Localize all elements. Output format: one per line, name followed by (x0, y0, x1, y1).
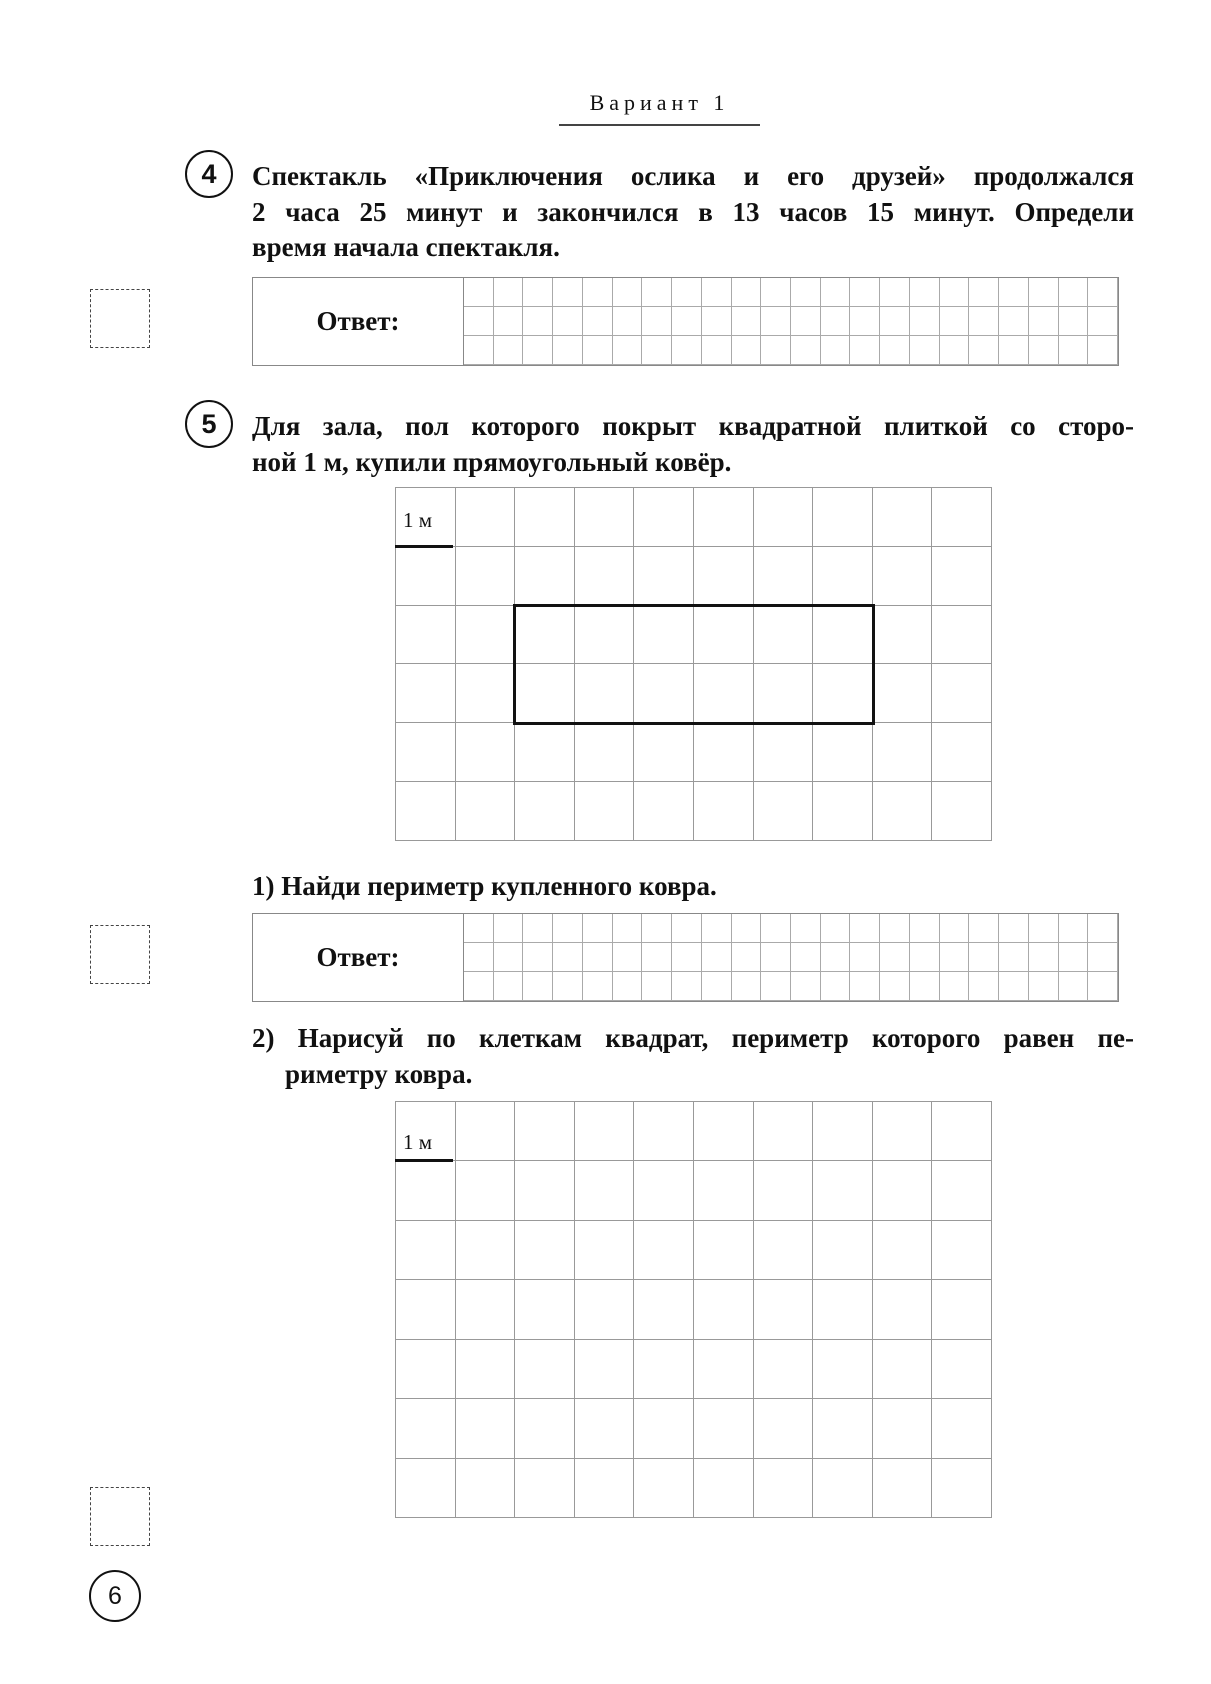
grid-cell (813, 488, 873, 547)
grid-cell (932, 782, 992, 841)
grid-cell[interactable] (396, 1340, 456, 1399)
answer-cell[interactable] (999, 943, 1029, 972)
grid-cell[interactable] (754, 1161, 814, 1220)
answer-cell[interactable] (583, 943, 613, 972)
answer-cell[interactable] (523, 943, 553, 972)
grid-cell[interactable] (873, 1459, 933, 1518)
grid-cell[interactable] (575, 1161, 635, 1220)
task-5-text-line: ной 1 м, купили прямоугольный ковёр. (252, 447, 732, 477)
grid-cell (873, 723, 933, 782)
grid-cell[interactable] (813, 1161, 873, 1220)
task-4-text-line: время начала спектакля. (252, 232, 560, 262)
grid-cell[interactable] (575, 1459, 635, 1518)
answer-cell[interactable] (523, 336, 553, 365)
answer-cell[interactable] (880, 336, 910, 365)
answer-cell[interactable] (791, 943, 821, 972)
grid-cell[interactable] (813, 1459, 873, 1518)
grid-cell (754, 782, 814, 841)
answer-cell[interactable] (702, 943, 732, 972)
answer-cell[interactable] (494, 336, 524, 365)
answer-cell[interactable] (494, 914, 524, 943)
answer-cell[interactable] (1059, 336, 1089, 365)
answer-cell[interactable] (732, 972, 762, 1001)
grid-cell[interactable] (396, 1399, 456, 1458)
grid-cell[interactable] (813, 1102, 873, 1161)
grid-cell[interactable] (932, 1399, 992, 1458)
answer-cell[interactable] (702, 336, 732, 365)
answer-cell[interactable] (880, 972, 910, 1001)
answer-cell[interactable] (940, 914, 970, 943)
grid-cell[interactable] (634, 1102, 694, 1161)
question-2-line: риметру ковра. (285, 1059, 473, 1089)
grid-cell[interactable] (515, 1161, 575, 1220)
grid-cell[interactable] (575, 1221, 635, 1280)
answer-cell[interactable] (999, 307, 1029, 336)
answer-cell[interactable] (880, 943, 910, 972)
grid-cell (694, 488, 754, 547)
answer-cell[interactable] (940, 336, 970, 365)
grid-cell[interactable] (754, 1399, 814, 1458)
grid-cell[interactable] (813, 1340, 873, 1399)
grid-cell[interactable] (515, 1459, 575, 1518)
answer-cell[interactable] (850, 336, 880, 365)
answer-cell[interactable] (791, 336, 821, 365)
grid-cell (813, 723, 873, 782)
answer-cell[interactable] (464, 943, 494, 972)
score-box-task-5-2 (90, 1487, 150, 1546)
answer-cell[interactable] (999, 914, 1029, 943)
answer-cell[interactable] (910, 972, 940, 1001)
page-number: 6 (89, 1570, 141, 1622)
answer-cell[interactable] (969, 278, 999, 307)
grid-cell (634, 488, 694, 547)
grid-cell (396, 782, 456, 841)
answer-cell[interactable] (969, 914, 999, 943)
answer-cell[interactable] (850, 972, 880, 1001)
grid-cell[interactable] (932, 1280, 992, 1339)
grid-cell[interactable] (575, 1102, 635, 1161)
task-4-text-line: Спектакль «Приключения ослика и его друзей» продолжался (252, 161, 1134, 191)
answer-cell[interactable] (732, 307, 762, 336)
answer-cell[interactable] (702, 972, 732, 1001)
answer-cell[interactable] (1088, 307, 1118, 336)
grid-cell (575, 488, 635, 547)
answer-cell[interactable] (1029, 943, 1059, 972)
unit-segment (395, 1159, 453, 1162)
header-underline (559, 124, 760, 126)
answer-cell[interactable] (761, 336, 791, 365)
grid-cell[interactable] (515, 1280, 575, 1339)
answer-cell[interactable] (702, 307, 732, 336)
answer-cell[interactable] (732, 914, 762, 943)
answer-cell[interactable] (969, 307, 999, 336)
answer-cell[interactable] (1088, 278, 1118, 307)
grid-cell[interactable] (694, 1340, 754, 1399)
answer-cell[interactable] (583, 278, 613, 307)
answer-cell[interactable] (1059, 943, 1089, 972)
grid-cell[interactable] (515, 1221, 575, 1280)
answer-cell[interactable] (553, 336, 583, 365)
grid-cell[interactable] (873, 1102, 933, 1161)
answer-cell[interactable] (969, 972, 999, 1001)
answer-cell[interactable] (1029, 972, 1059, 1001)
answer-cell[interactable] (672, 943, 702, 972)
answer-cell[interactable] (464, 278, 494, 307)
drawing-grid[interactable] (395, 1101, 992, 1518)
answer-cell[interactable] (999, 972, 1029, 1001)
carpet-rectangle (513, 604, 874, 725)
answer-cell[interactable] (613, 278, 643, 307)
answer-cell[interactable] (732, 336, 762, 365)
grid-cell[interactable] (634, 1221, 694, 1280)
answer-cell[interactable] (464, 914, 494, 943)
answer-cell[interactable] (553, 972, 583, 1001)
grid-cell (932, 488, 992, 547)
answer-cell[interactable] (969, 943, 999, 972)
grid-cell[interactable] (575, 1399, 635, 1458)
answer-label: Ответ: (253, 278, 464, 365)
answer-cell[interactable] (702, 278, 732, 307)
answer-cell[interactable] (642, 943, 672, 972)
grid-cell (873, 488, 933, 547)
answer-cell[interactable] (613, 943, 643, 972)
answer-cell[interactable] (850, 914, 880, 943)
grid-cell[interactable] (396, 1161, 456, 1220)
grid-cell[interactable] (754, 1221, 814, 1280)
answer-cell[interactable] (523, 307, 553, 336)
grid-cell[interactable] (575, 1340, 635, 1399)
grid-cell[interactable] (515, 1102, 575, 1161)
answer-cell[interactable] (1029, 336, 1059, 365)
grid-cell[interactable] (694, 1280, 754, 1339)
grid-cell[interactable] (634, 1280, 694, 1339)
grid-cell (873, 782, 933, 841)
answer-cell[interactable] (613, 307, 643, 336)
grid-cell[interactable] (634, 1340, 694, 1399)
grid-cell (873, 547, 933, 606)
grid-cell (694, 782, 754, 841)
answer-cell[interactable] (1088, 914, 1118, 943)
answer-cell[interactable] (1059, 972, 1089, 1001)
grid-cell[interactable] (873, 1340, 933, 1399)
grid-cell (694, 723, 754, 782)
answer-cell[interactable] (732, 278, 762, 307)
answer-cell[interactable] (880, 278, 910, 307)
question-1: 1) Найди периметр купленного ковра. (252, 871, 717, 901)
answer-cell[interactable] (940, 307, 970, 336)
answer-cell[interactable] (1059, 307, 1089, 336)
answer-cell[interactable] (850, 278, 880, 307)
answer-cell[interactable] (464, 336, 494, 365)
grid-cell[interactable] (873, 1221, 933, 1280)
grid-cell (754, 723, 814, 782)
answer-cell[interactable] (523, 972, 553, 1001)
score-box-task-4 (90, 289, 150, 348)
answer-cell[interactable] (821, 336, 851, 365)
answer-cell[interactable] (464, 972, 494, 1001)
answer-cell[interactable] (761, 914, 791, 943)
grid-cell[interactable] (634, 1161, 694, 1220)
answer-cell[interactable] (494, 972, 524, 1001)
answer-cell[interactable] (583, 307, 613, 336)
grid-cell (754, 547, 814, 606)
grid-cell (396, 547, 456, 606)
grid-cell[interactable] (873, 1399, 933, 1458)
grid-cell[interactable] (456, 1161, 516, 1220)
grid-cell[interactable] (456, 1459, 516, 1518)
score-box-task-5-1 (90, 925, 150, 984)
grid-cell (456, 606, 516, 665)
answer-cell[interactable] (523, 914, 553, 943)
grid-cell (515, 488, 575, 547)
grid-cell[interactable] (456, 1399, 516, 1458)
grid-cell (515, 782, 575, 841)
answer-cell[interactable] (583, 972, 613, 1001)
answer-box-task-5 (252, 913, 1119, 1002)
answer-cell[interactable] (523, 278, 553, 307)
answer-cell[interactable] (1059, 914, 1089, 943)
answer-cell[interactable] (821, 914, 851, 943)
grid-cell[interactable] (932, 1221, 992, 1280)
answer-cell[interactable] (999, 278, 1029, 307)
answer-cell[interactable] (642, 972, 672, 1001)
answer-cell[interactable] (464, 307, 494, 336)
answer-cell[interactable] (910, 914, 940, 943)
grid-cell[interactable] (813, 1280, 873, 1339)
answer-cell[interactable] (642, 307, 672, 336)
grid-cell (634, 782, 694, 841)
grid-cell[interactable] (515, 1340, 575, 1399)
grid-cell (456, 488, 516, 547)
answer-box-task-4 (252, 277, 1119, 366)
answer-cell[interactable] (850, 943, 880, 972)
answer-cell[interactable] (672, 278, 702, 307)
task-5-number: 5 (185, 400, 233, 448)
answer-cell[interactable] (791, 972, 821, 1001)
grid-cell (932, 606, 992, 665)
grid-cell[interactable] (873, 1280, 933, 1339)
grid-cell (456, 664, 516, 723)
grid-cell[interactable] (754, 1102, 814, 1161)
answer-cell[interactable] (821, 307, 851, 336)
grid-cell[interactable] (694, 1102, 754, 1161)
answer-cell[interactable] (910, 278, 940, 307)
grid-cell[interactable] (515, 1399, 575, 1458)
question-2-line: 2) Нарисуй по клеткам квадрат, периметр которого равен пе- (252, 1023, 1134, 1053)
grid-cell[interactable] (456, 1102, 516, 1161)
answer-cell[interactable] (791, 278, 821, 307)
answer-cell[interactable] (791, 914, 821, 943)
answer-cell[interactable] (494, 307, 524, 336)
answer-cell[interactable] (791, 307, 821, 336)
grid-cell[interactable] (932, 1459, 992, 1518)
answer-cell[interactable] (1088, 336, 1118, 365)
grid-cell (634, 723, 694, 782)
grid-cell[interactable] (634, 1399, 694, 1458)
answer-cell[interactable] (821, 278, 851, 307)
answer-cell[interactable] (553, 307, 583, 336)
unit-label: 1 м (403, 508, 433, 532)
answer-cell[interactable] (702, 914, 732, 943)
grid-cell[interactable] (396, 1221, 456, 1280)
answer-cell[interactable] (583, 914, 613, 943)
answer-cell[interactable] (1088, 972, 1118, 1001)
grid-cell (575, 547, 635, 606)
grid-cell[interactable] (754, 1340, 814, 1399)
grid-cell[interactable] (456, 1221, 516, 1280)
answer-cell[interactable] (583, 336, 613, 365)
grid-cell[interactable] (456, 1340, 516, 1399)
task-4-text-line: 2 часа 25 минут и закончился в 13 часов 15 минут. Определи (252, 197, 1134, 227)
answer-cell[interactable] (850, 307, 880, 336)
grid-cell[interactable] (754, 1459, 814, 1518)
answer-cell[interactable] (1029, 307, 1059, 336)
grid-cell[interactable] (575, 1280, 635, 1339)
answer-cell[interactable] (761, 943, 791, 972)
answer-cell[interactable] (642, 278, 672, 307)
grid-cell (575, 723, 635, 782)
answer-cell[interactable] (940, 943, 970, 972)
answer-cell[interactable] (761, 972, 791, 1001)
answer-cell[interactable] (672, 914, 702, 943)
variant-header: Вариант 1 (589, 90, 730, 115)
grid-cell[interactable] (694, 1399, 754, 1458)
grid-cell (813, 547, 873, 606)
grid-cell[interactable] (754, 1280, 814, 1339)
grid-cell[interactable] (396, 1459, 456, 1518)
answer-cell[interactable] (613, 914, 643, 943)
grid-cell (396, 664, 456, 723)
grid-cell (396, 606, 456, 665)
answer-cell[interactable] (553, 278, 583, 307)
task-4-number: 4 (185, 150, 233, 198)
answer-cells[interactable] (464, 278, 1118, 365)
answer-cell[interactable] (494, 278, 524, 307)
grid-cell (456, 547, 516, 606)
grid-cell[interactable] (932, 1340, 992, 1399)
answer-cell[interactable] (494, 943, 524, 972)
grid-cell[interactable] (634, 1459, 694, 1518)
grid-cell (873, 664, 933, 723)
grid-cell[interactable] (813, 1399, 873, 1458)
grid-cell (456, 782, 516, 841)
answer-cell[interactable] (940, 972, 970, 1001)
answer-cell[interactable] (672, 336, 702, 365)
answer-cell[interactable] (613, 336, 643, 365)
grid-cell (932, 664, 992, 723)
grid-cell[interactable] (932, 1161, 992, 1220)
grid-cell (515, 723, 575, 782)
grid-cell (456, 723, 516, 782)
grid-cell[interactable] (932, 1102, 992, 1161)
grid-cell[interactable] (456, 1280, 516, 1339)
answer-cell[interactable] (732, 943, 762, 972)
grid-cell[interactable] (396, 1280, 456, 1339)
answer-cell[interactable] (910, 943, 940, 972)
task-5-text-line: Для зала, пол которого покрыт квадратной плиткой со сторо- (252, 411, 1134, 441)
answer-cell[interactable] (1029, 278, 1059, 307)
grid-cell (932, 723, 992, 782)
answer-cell[interactable] (1088, 943, 1118, 972)
answer-cell[interactable] (761, 278, 791, 307)
grid-cell (634, 547, 694, 606)
answer-cell[interactable] (672, 972, 702, 1001)
grid-cell[interactable] (694, 1221, 754, 1280)
answer-cell[interactable] (553, 943, 583, 972)
answer-cell[interactable] (821, 972, 851, 1001)
unit-label: 1 м (403, 1130, 433, 1154)
answer-cell[interactable] (880, 307, 910, 336)
answer-cell[interactable] (672, 307, 702, 336)
answer-cells[interactable] (464, 914, 1118, 1001)
grid-cell (754, 488, 814, 547)
grid-cell[interactable] (813, 1221, 873, 1280)
answer-cell[interactable] (761, 307, 791, 336)
answer-cell[interactable] (910, 307, 940, 336)
grid-cell[interactable] (873, 1161, 933, 1220)
grid-cell (575, 782, 635, 841)
answer-cell[interactable] (969, 336, 999, 365)
unit-segment (395, 545, 453, 548)
answer-cell[interactable] (1029, 914, 1059, 943)
answer-cell[interactable] (642, 914, 672, 943)
grid-cell[interactable] (694, 1161, 754, 1220)
answer-cell[interactable] (1059, 278, 1089, 307)
answer-cell[interactable] (553, 914, 583, 943)
answer-cell[interactable] (642, 336, 672, 365)
answer-cell[interactable] (821, 943, 851, 972)
answer-cell[interactable] (613, 972, 643, 1001)
answer-cell[interactable] (910, 336, 940, 365)
grid-cell (694, 547, 754, 606)
answer-cell[interactable] (940, 278, 970, 307)
answer-label: Ответ: (253, 914, 464, 1001)
answer-cell[interactable] (880, 914, 910, 943)
grid-cell (873, 606, 933, 665)
grid-cell (396, 723, 456, 782)
grid-cell (813, 782, 873, 841)
answer-cell[interactable] (999, 336, 1029, 365)
grid-cell (515, 547, 575, 606)
grid-cell[interactable] (694, 1459, 754, 1518)
grid-cell (932, 547, 992, 606)
